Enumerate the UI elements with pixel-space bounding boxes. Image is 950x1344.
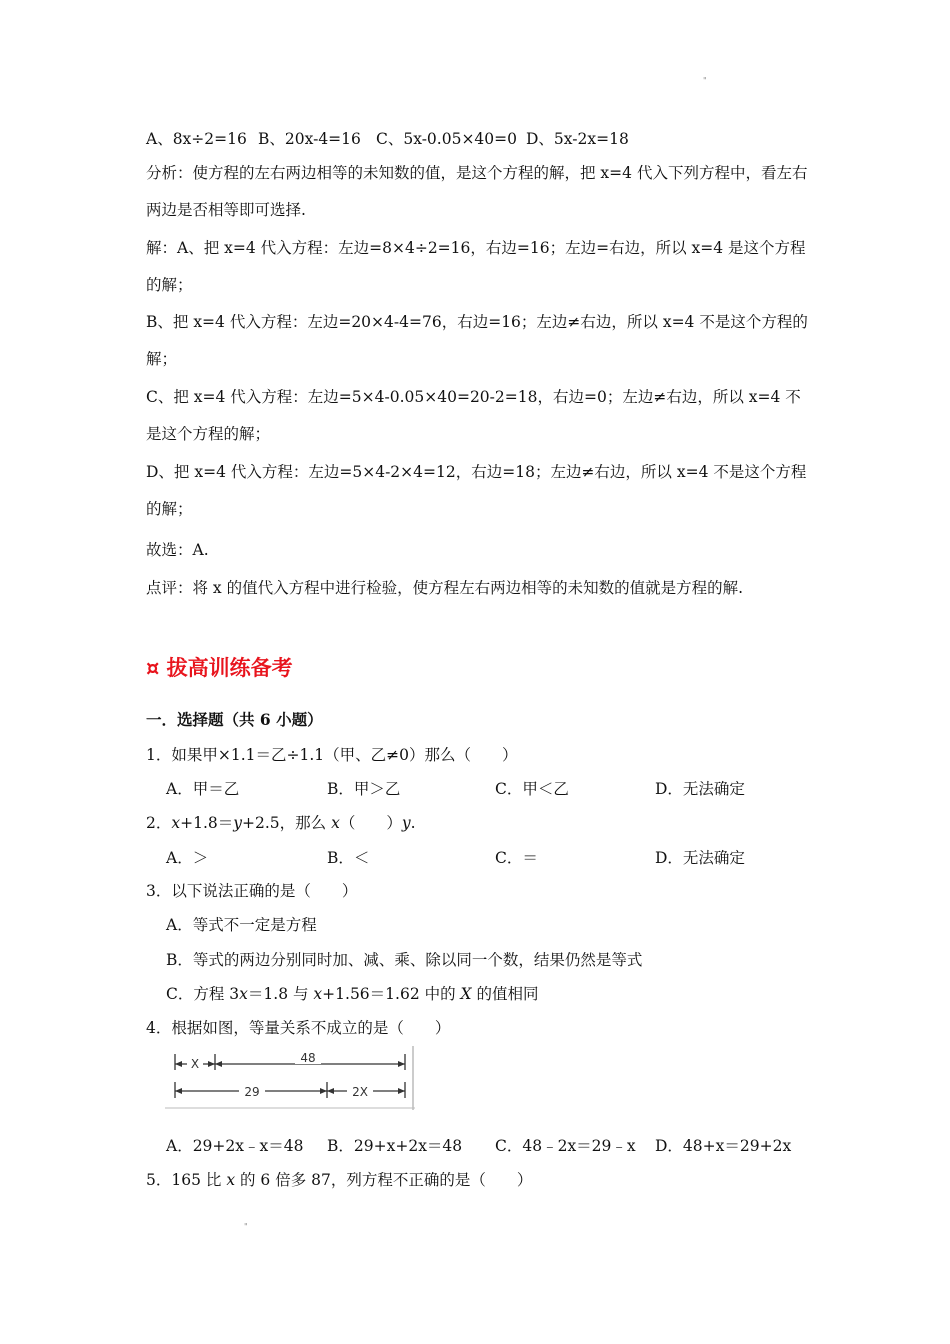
- q3-option-b: B．等式的两边分别同时加、减、乘、除以同一个数，结果仍然是等式: [166, 951, 643, 969]
- q3-option-a: A．等式不一定是方程: [166, 916, 317, 934]
- prev-option-d: D、5x-2x=18: [526, 130, 629, 148]
- comment-text: 点评：将 x 的值代入方程中进行检验，使方程左右两边相等的未知数的值就是方程的解.: [146, 579, 744, 597]
- question-group-title: 一．选择题（共 6 小题）: [146, 710, 323, 729]
- top-label-48: 48: [300, 1051, 316, 1065]
- q4-option-c: C．48﹣2x＝29﹣x: [495, 1137, 636, 1155]
- q3-c-part4: 的值相同: [471, 985, 539, 1003]
- bottom-label-2x: 2X: [352, 1085, 368, 1099]
- analysis-text: 分析：使方程的左右两边相等的未知数的值，是这个方程的解，把 x=4 代入下列方程中，看左右两边是否相等即可选择.: [146, 164, 808, 219]
- q3-c-var-x: x: [239, 985, 248, 1003]
- header-mark: ": [703, 76, 707, 85]
- q2-part1: +1.8＝: [180, 814, 234, 832]
- q1-option-a: A．甲＝乙: [166, 780, 240, 798]
- q4-option-b: B．29+x+2x＝48: [327, 1137, 463, 1155]
- q2-num: 2．: [146, 814, 172, 832]
- prev-option-a: A、8x÷2=16: [146, 130, 247, 148]
- q2-option-a: A．＞: [166, 849, 209, 867]
- q2-option-d: D．无法确定: [655, 849, 745, 867]
- prev-option-b: B、20x-4=16: [258, 130, 361, 148]
- q3-stem: 3．以下说法正确的是（ ）: [146, 882, 358, 900]
- top-label-x: X: [190, 1057, 200, 1071]
- q4-option-a: A．29+2x﹣x＝48: [166, 1137, 304, 1155]
- q2-part2: +2.5，那么: [242, 814, 332, 832]
- q1-stem: 1．如果甲×1.1＝乙÷1.1（甲、乙≠0）那么（ ）: [146, 746, 518, 764]
- q2-option-b: B．＜: [327, 849, 370, 867]
- q2-var-y2: y: [401, 814, 411, 832]
- q2-part3: （ ）: [339, 814, 402, 832]
- bottom-label-29: 29: [244, 1085, 260, 1099]
- q3-option-c: [166, 982, 539, 1004]
- q2-option-c: C．＝: [495, 849, 538, 867]
- q3-c-part1: C．方程 3: [166, 985, 240, 1003]
- solution-c-text: C、把 x=4 代入方程：左边=5×4-0.05×40=20-2=18，右边=0；左边≠右边，所以 x=4 不是这个方程的解；: [146, 388, 801, 443]
- q5-stem: [146, 1168, 532, 1190]
- q5-part1: 5．165 比: [146, 1171, 227, 1189]
- solution-b-text: B、把 x=4 代入方程：左边=20×4-4=76，右边=16；左边≠右边，所以 x=4 不是这个方程的解；: [146, 313, 808, 368]
- q3-c-var-x2: x: [313, 985, 323, 1003]
- q2-var-y: y: [233, 814, 243, 832]
- solution-a-text: 解：A、把 x=4 代入方程：左边=8×4÷2=16，右边=16；左边=右边，所以 x=4 是这个方程的解；: [146, 239, 806, 294]
- q1-option-b: B．甲＞乙: [327, 780, 401, 798]
- q4-option-d: D．48+x＝29+2x: [655, 1137, 792, 1155]
- q4-stem: 4．根据如图，等量关系不成立的是（ ）: [146, 1019, 451, 1037]
- prev-option-c: C、5x-0.05×40=0: [376, 130, 517, 148]
- q4-line-diagram: [165, 1046, 415, 1110]
- q5-var-x: x: [226, 1171, 236, 1189]
- q5-part2: 的 6 倍多 87，列方程不正确的是（ ）: [235, 1171, 533, 1189]
- q3-c-part2: ＝1.8 与: [247, 985, 314, 1003]
- section-title: ¤ 拔高训练备考: [146, 656, 293, 680]
- q2-var-x: x: [171, 814, 181, 832]
- q2-end: .: [410, 814, 416, 832]
- q3-c-var-X: X: [460, 985, 472, 1003]
- q2-var-x2: x: [331, 814, 340, 832]
- footer-mark: ": [244, 1222, 248, 1231]
- solution-d-text: D、把 x=4 代入方程：左边=5×4-2×4=12，右边=18；左边≠右边，所以 x=4 不是这个方程的解；: [146, 463, 807, 518]
- q2-stem: [146, 811, 416, 833]
- q1-option-c: C．甲＜乙: [495, 780, 569, 798]
- q3-c-part3: +1.56＝1.62 中的: [322, 985, 461, 1003]
- q1-option-d: D．无法确定: [655, 780, 745, 798]
- answer-text: 故选：A.: [146, 541, 209, 559]
